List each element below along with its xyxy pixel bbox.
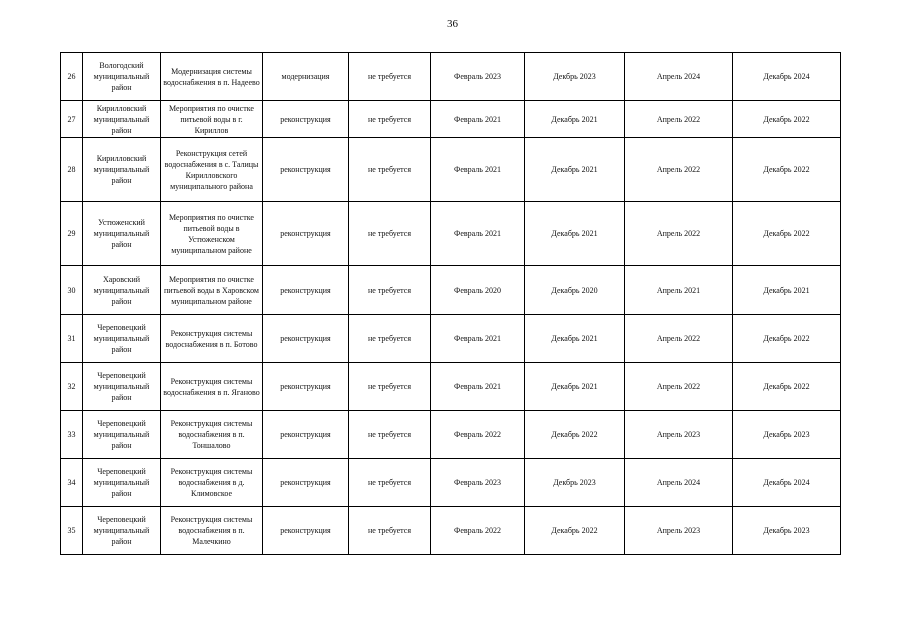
table-row — [61, 138, 841, 202]
date-cell-3: Апрель 2023 — [625, 507, 733, 555]
row-number: 28 — [61, 138, 83, 202]
date-cell-4: Декабрь 2024 — [733, 53, 841, 101]
expertise-cell: не требуется — [349, 53, 431, 101]
district-cell: Череповецкий муниципальный район — [83, 459, 161, 507]
expertise-cell: не требуется — [349, 507, 431, 555]
district-cell: Кирилловский муниципальный район — [83, 138, 161, 202]
object-cell: Модернизация системы водоснабжения в п. Надеево — [161, 53, 263, 101]
page-number: 36 — [447, 18, 458, 30]
date-cell-1: Февраль 2023 — [431, 459, 525, 507]
date-cell-3: Апрель 2021 — [625, 266, 733, 315]
expertise-cell: не требуется — [349, 363, 431, 411]
date-cell-1: Февраль 2021 — [431, 101, 525, 138]
date-cell-3: Апрель 2024 — [625, 459, 733, 507]
object-cell: Реконструкция системы водоснабжения в п. Яганово — [161, 363, 263, 411]
date-cell-1: Февраль 2023 — [431, 53, 525, 101]
row-number: 29 — [61, 202, 83, 266]
date-cell-2: Декбрь 2023 — [525, 459, 625, 507]
work-type-cell: реконструкция — [263, 266, 349, 315]
date-cell-4: Декабрь 2023 — [733, 411, 841, 459]
date-cell-3: Апрель 2023 — [625, 411, 733, 459]
date-cell-4: Декабрь 2022 — [733, 202, 841, 266]
expertise-cell: не требуется — [349, 315, 431, 363]
table-body — [61, 53, 841, 555]
expertise-cell: не требуется — [349, 101, 431, 138]
date-cell-1: Февраль 2021 — [431, 315, 525, 363]
expertise-cell: не требуется — [349, 411, 431, 459]
date-cell-2: Декабрь 2021 — [525, 138, 625, 202]
object-cell: Мероприятия по очистке питьевой воды в г. Кириллов — [161, 101, 263, 138]
district-cell: Череповецкий муниципальный район — [83, 507, 161, 555]
table-row — [61, 315, 841, 363]
object-cell: Реконструкция системы водоснабжения в п. Ботово — [161, 315, 263, 363]
date-cell-2: Декабрь 2022 — [525, 411, 625, 459]
row-number: 33 — [61, 411, 83, 459]
object-cell: Реконструкция сетей водоснабжения в с. Талицы Кирилловского муниципального района — [161, 138, 263, 202]
expertise-cell: не требуется — [349, 266, 431, 315]
date-cell-2: Декбрь 2023 — [525, 53, 625, 101]
table-row — [61, 53, 841, 101]
table-row — [61, 507, 841, 555]
district-cell: Харовский муниципальный район — [83, 266, 161, 315]
table-row — [61, 202, 841, 266]
date-cell-4: Декабрь 2022 — [733, 101, 841, 138]
object-cell: Реконструкция системы водоснабжения в д. Климовское — [161, 459, 263, 507]
district-cell: Череповецкий муниципальный район — [83, 411, 161, 459]
district-cell: Череповецкий муниципальный район — [83, 315, 161, 363]
date-cell-3: Апрель 2022 — [625, 101, 733, 138]
row-number: 35 — [61, 507, 83, 555]
projects-table — [60, 52, 841, 555]
table-row — [61, 101, 841, 138]
date-cell-3: Апрель 2022 — [625, 202, 733, 266]
work-type-cell: реконструкция — [263, 202, 349, 266]
expertise-cell: не требуется — [349, 459, 431, 507]
work-type-cell: реконструкция — [263, 101, 349, 138]
date-cell-1: Февраль 2021 — [431, 202, 525, 266]
work-type-cell: модернизация — [263, 53, 349, 101]
object-cell: Мероприятия по очистке питьевой воды в Харовском муниципальном районе — [161, 266, 263, 315]
district-cell: Кирилловский муниципальный район — [83, 101, 161, 138]
date-cell-2: Декабрь 2021 — [525, 315, 625, 363]
date-cell-3: Апрель 2022 — [625, 138, 733, 202]
row-number: 31 — [61, 315, 83, 363]
table-row — [61, 266, 841, 315]
date-cell-1: Февраль 2021 — [431, 138, 525, 202]
district-cell: Череповецкий муниципальный район — [83, 363, 161, 411]
date-cell-1: Февраль 2022 — [431, 507, 525, 555]
date-cell-2: Декабрь 2021 — [525, 363, 625, 411]
work-type-cell: реконструкция — [263, 363, 349, 411]
row-number: 26 — [61, 53, 83, 101]
work-type-cell: реконструкция — [263, 507, 349, 555]
date-cell-4: Декабрь 2022 — [733, 138, 841, 202]
expertise-cell: не требуется — [349, 138, 431, 202]
date-cell-4: Декабрь 2023 — [733, 507, 841, 555]
date-cell-3: Апрель 2024 — [625, 53, 733, 101]
district-cell: Вологодский муниципальный район — [83, 53, 161, 101]
date-cell-2: Декабрь 2021 — [525, 202, 625, 266]
date-cell-1: Февраль 2021 — [431, 363, 525, 411]
date-cell-3: Апрель 2022 — [625, 315, 733, 363]
object-cell: Реконструкция системы водоснабжения в п. Малечкино — [161, 507, 263, 555]
object-cell: Реконструкция системы водоснабжения в п. Тоншалово — [161, 411, 263, 459]
table-row — [61, 459, 841, 507]
date-cell-4: Декабрь 2021 — [733, 266, 841, 315]
date-cell-2: Декабрь 2020 — [525, 266, 625, 315]
object-cell: Мероприятия по очистке питьевой воды в Устюженском муниципальном районе — [161, 202, 263, 266]
date-cell-3: Апрель 2022 — [625, 363, 733, 411]
table-row — [61, 411, 841, 459]
expertise-cell: не требуется — [349, 202, 431, 266]
work-type-cell: реконструкция — [263, 138, 349, 202]
table-row — [61, 363, 841, 411]
row-number: 34 — [61, 459, 83, 507]
work-type-cell: реконструкция — [263, 411, 349, 459]
date-cell-2: Декабрь 2022 — [525, 507, 625, 555]
date-cell-1: Февраль 2022 — [431, 411, 525, 459]
work-type-cell: реконструкция — [263, 459, 349, 507]
date-cell-1: Февраль 2020 — [431, 266, 525, 315]
row-number: 27 — [61, 101, 83, 138]
row-number: 32 — [61, 363, 83, 411]
row-number: 30 — [61, 266, 83, 315]
date-cell-4: Декабрь 2022 — [733, 363, 841, 411]
date-cell-4: Декабрь 2022 — [733, 315, 841, 363]
date-cell-4: Декабрь 2024 — [733, 459, 841, 507]
date-cell-2: Декабрь 2021 — [525, 101, 625, 138]
work-type-cell: реконструкция — [263, 315, 349, 363]
district-cell: Устюженский муниципальный район — [83, 202, 161, 266]
